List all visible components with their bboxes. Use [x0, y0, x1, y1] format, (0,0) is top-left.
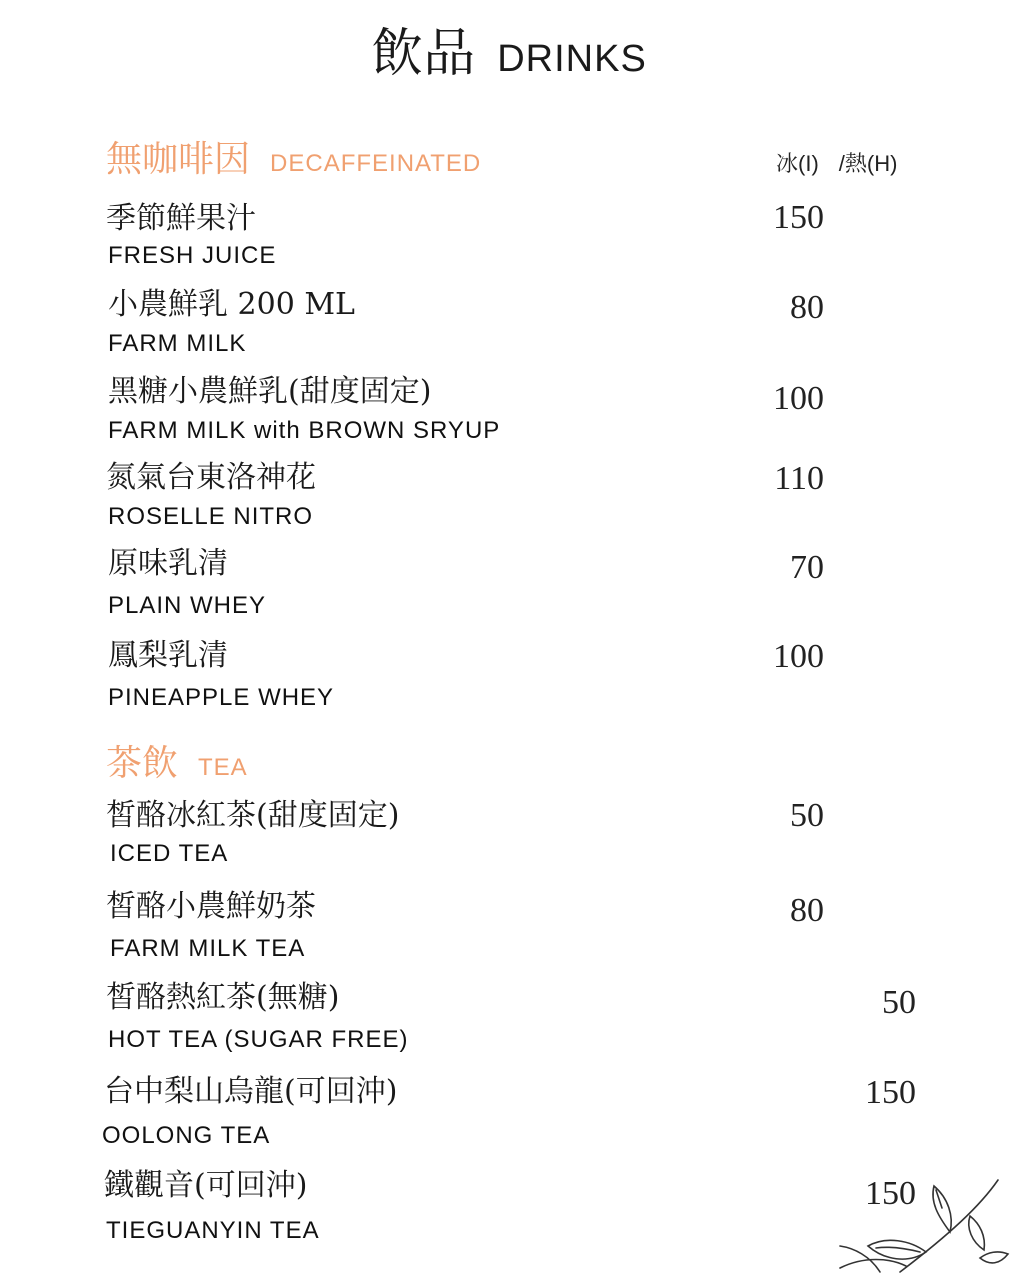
item-name-en: PLAIN WHEY [108, 592, 267, 619]
item-name-en: FRESH JUICE [108, 242, 277, 269]
item-price-ice: 80 [790, 892, 824, 929]
item-name-zh: 鳳梨乳清 [108, 638, 228, 673]
item-price-hot: 150 [865, 1074, 916, 1111]
item-name-en: TIEGUANYIN TEA [106, 1217, 320, 1244]
section-title-en: DECAFFEINATED [270, 150, 482, 177]
item-price-ice: 80 [790, 289, 824, 326]
item-name-en: ICED TEA [110, 840, 229, 867]
item-name-zh: 季節鮮果汁 [106, 201, 256, 236]
section-header-decaf [106, 138, 481, 182]
page-title-zh: 飲品 [371, 24, 476, 84]
item-price-ice: 50 [790, 797, 824, 834]
leaf-icon [830, 1176, 1010, 1274]
item-price-ice: 150 [773, 199, 824, 236]
ice-column-header: 冰(I) [776, 151, 819, 176]
item-name-en: PINEAPPLE WHEY [108, 684, 335, 711]
item-name-en: FARM MILK with BROWN SRYUP [108, 417, 501, 444]
item-name-en: FARM MILK TEA [110, 935, 306, 962]
item-name-en: HOT TEA (SUGAR FREE) [108, 1026, 409, 1053]
item-price-ice: 110 [774, 460, 824, 497]
hot-column-header: /熱(H) [838, 151, 898, 176]
item-name-en: ROSELLE NITRO [108, 503, 314, 530]
page-title-en: DRINKS [497, 38, 647, 80]
item-price-hot: 50 [882, 984, 916, 1021]
section-title-en: TEA [198, 754, 248, 781]
item-name-en: FARM MILK [108, 330, 247, 357]
item-name-zh: 氮氣台東洛神花 [106, 460, 316, 495]
item-name-en: OOLONG TEA [102, 1122, 271, 1149]
item-name-zh: 皙酪熱紅茶(無糖) [106, 980, 340, 1015]
item-name-zh: 黑糖小農鮮乳(甜度固定) [108, 374, 432, 409]
item-name-zh: 鐵觀音(可回沖) [104, 1168, 308, 1203]
item-name-zh: 皙酪小農鮮奶茶 [106, 889, 316, 924]
page-title [0, 24, 1018, 89]
item-price-ice: 70 [790, 549, 824, 586]
item-name-zh: 皙酪冰紅茶(甜度固定) [106, 798, 400, 833]
item-name-zh: 台中梨山烏龍(可回沖) [104, 1074, 398, 1109]
item-price-ice: 100 [773, 380, 824, 417]
item-price-ice: 100 [773, 638, 824, 675]
section-header-tea [106, 742, 248, 786]
item-name-zh: 原味乳清 [108, 546, 228, 581]
section-title-zh: 茶飲 [106, 743, 179, 784]
price-column-headers [776, 150, 897, 178]
section-title-zh: 無咖啡因 [106, 139, 251, 180]
item-price-hot: 150 [865, 1175, 916, 1212]
item-name-zh: 小農鮮乳 200 ML [108, 287, 355, 322]
